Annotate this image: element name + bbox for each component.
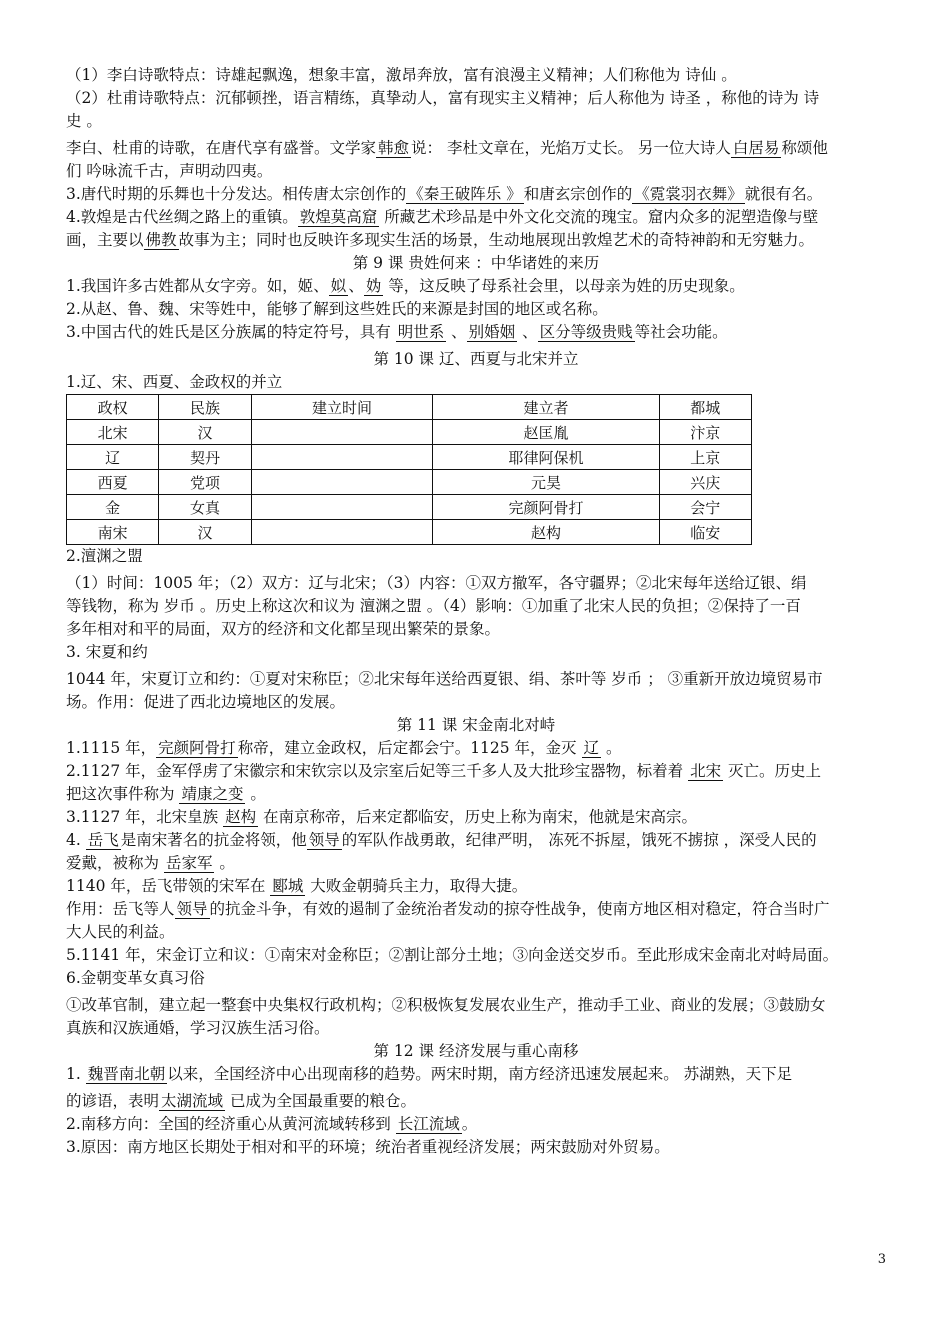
jingkang-paragraph: 2.1127 年，金军俘虏了宋徽宗和宋钦宗以及宗室后妃等三千多人及大批珍宝器物，标着着 北宋 灭亡。历史上 <box>66 762 822 780</box>
economy-paragraph-3: 3.原因：南方地区长期处于相对和平的环境；统治者重视经济发展；两宋鼓励对外贸易。 <box>66 1138 670 1156</box>
lesson11-title: 第 11 课 宋金南北对峙 <box>396 716 556 734</box>
dunhuang-paragraph: 4.敦煌是古代丝绸之路上的重镇。 敦煌莫高窟 所藏艺术珍品是中外文化交流的瑰宝。窟内众多的泥塑造像与壁 <box>66 208 819 226</box>
chanyuan-paragraph: （1）时间：1005 年；（2）双方：辽与北宋；（3）内容：①双方撤军，各守疆界；②北宋每年送给辽银、绢 <box>66 574 807 592</box>
table-header-row: 政权 民族 建立时间 建立者 都城 <box>67 395 752 420</box>
songxia-subheading: 3. 宋夏和约 <box>66 643 148 661</box>
lesson9-title: 第 9 课 贵姓何来 ：中华诸姓的来历 <box>352 254 600 272</box>
surname-paragraph-3: 3.中国古代的姓氏是区分族属的特定符号，具有 明世系 、 别婚姻 、 区分等级贵贱 等社会功能。 <box>66 323 728 341</box>
bai-juyi-answer: 白居易 <box>732 139 780 157</box>
economy-paragraph-2: 2.南移方向：全国的经济重心从黄河流域转移到 长江流域 。 <box>66 1115 478 1133</box>
music-paragraph: 3.唐代时期的乐舞也十分发达。相传唐太宗创作的 《秦王破阵乐 》 和唐玄宗创作的 《霓裳羽衣舞》 就很有名。 <box>66 185 823 203</box>
chanyuan-subheading: 2.澶渊之盟 <box>66 547 143 565</box>
regimes-subheading: 1.辽、宋、西夏、金政权的并立 <box>66 373 283 391</box>
li-bai-paragraph: （1）李白诗歌特点：诗雄起飘逸，想象丰富，激昂奔放，富有浪漫主义精神；人们称他为 诗仙 。 <box>66 66 737 84</box>
table-row: 南宋 汉 赵构 临安 <box>67 520 752 545</box>
table-row: 西夏 党项 元昊 兴庆 <box>67 470 752 495</box>
surname-paragraph-1: 1.我国许多古姓都从女字旁。如，姬、 姒 、 妫 等，这反映了母系社会里，以母亲为姓的历史现象。 <box>66 277 745 295</box>
songxia-paragraph: 1044 年，宋夏订立和约：①夏对宋称臣；②北宋每年送给西夏银、绢、茶叶等 岁币 ； ③重新开放边境贸易市 <box>66 670 823 688</box>
yue-fei-paragraph: 4. 岳飞 是南宋著名的抗金将领，他 领导 的军队作战勇敢，纪律严明， 冻死不拆屋，饿死不掳掠 ，深受人民的 <box>66 831 817 849</box>
page-number: 3 <box>877 1252 886 1267</box>
li-bai-answer: 诗仙 <box>685 66 717 84</box>
nichang-answer: 《霓裳羽衣舞》 <box>634 185 743 203</box>
praise-paragraph: 李白、杜甫的诗歌，在唐代享有盛誉。文学家 韩愈 说： 李杜文章在，光焰万丈长。 另一位大诗人 白居易 称颂他 <box>66 139 828 157</box>
buddhism-answer: 佛教 <box>145 231 177 249</box>
southern-song-paragraph: 3.1127 年，北宋皇族 赵构 在南京称帝，后来定都临安，历史上称为南宋，他就是宋高宗。 <box>66 808 698 826</box>
jin-reform-subheading: 6.金朝变革女真习俗 <box>66 969 205 987</box>
document-page: （1）李白诗歌特点：诗雄起飘逸，想象丰富，激昂奔放，富有浪漫主义精神；人们称他为 诗仙 。 （2）杜甫诗歌特点：沉郁顿挫，语言精练，真挚动人，富有现实主义精神；后人称他为 诗圣 ，称他的诗为 诗 史 。 李白、杜甫的诗歌，在唐代享有盛誉。文学家 韩愈 说： 李杜文章在，光焰万丈长。 另一位大诗人 白居易 称颂他 们 吟咏流千古，声明动四夷。 3.唐代时期的乐舞也十分发达。相传唐太宗创作的 《秦王破阵乐 》 和唐玄宗创作的 《霓裳羽衣舞》 就很有名。 4.敦煌是古代丝绸之路上的重镇。 敦煌莫高窟 所藏艺术珍品是中外文化交流的瑰宝。窟内众多的泥塑造像与壁 画，主要以 佛教 故事为主；同时也反映许多现实生活的场景，生动地展现出敦煌艺术的奇特神韵和无穷魅力。 第 9 课 贵姓何来 ：中华诸姓的来历 1.我国许多古姓都从女字旁。如，姬、 姒 、 妫 等，这反映了母系社会里，以母亲为姓的历史现象。 2.从赵、鲁、魏、宋等姓中，能够了解到这些姓氏的来源是封国的地区或名称。 3.中国古代的姓氏是区分族属的特定符号，具有 明世系 、 别婚姻 、 区分等级贵贱 等社会功能。 第 10 课 辽、西夏与北宋并立 1.辽、宋、西夏、金政权的并立 政权 民族 建立时间 建立者 都城 北宋 汉 赵匡胤 汴京 辽 契丹 耶律阿保机 上京 西夏 党项 元昊 兴庆 金 女真 完颜阿骨打 会宁 南宋 汉 赵构 临安 2.澶渊之盟 （1）时间：1005 年；（2）双方：辽与北宋；（3）内容：①双方撤军，各守疆界；②北宋每年送给辽银、绢 等钱物，称为 岁币 。历史上称这次和议为 澶渊之盟 。（4）影响：①加重了北宋人民的负担；②保持了一百 多年相对和平的局面，双方的经济和文化都呈现出繁荣的景象。 3. 宋夏和约 1044 年，宋夏订立和约：①夏对宋称臣；②北宋每年送给西夏银、绢、茶叶等 岁币 ； ③重新开放边境贸易市 场。作用：促进了西北边境地区的发展。 第 11 课 宋金南北对峙 1.1115 年， 完颜阿骨打 称帝，建立金政权，后定都会宁。1125 年，金灭 辽 。 2.1127 年，金军俘虏了宋徽宗和宋钦宗以及宗室后妃等三千多人及大批珍宝器物，标着着 北宋 灭亡。历史上 把这次事件称为 靖康之变 。 3.1127 年，北宋皇族 赵构 在南京称帝，后来定都临安，历史上称为南宋，他就是宋高宗。 4. 岳飞 是南宋著名的抗金将领，他 领导 的军队作战勇敢，纪律严明， 冻死不拆屋，饿死不掳掠 ，深受人民的 爱戴，被称为 岳家军 。 1140 年，岳飞带领的宋军在 郾城 大败金朝骑兵主力，取得大捷。 作用：岳飞等人 领导 的抗金斗争，有效的遏制了金统治者发动的掠夺性战争，使南方地区相对稳定，符合当时广 大人民的利益。 5.1141 年，宋金订立和议：①南宋对金称臣；②割让部分土地；③向金送交岁币。至此形成宋金南北对峙局面。 6.金朝变革女真习俗 ①改革官制，建立起一整套中央集权行政机构；②积极恢复发展农业生产，推动手工业、商业的发展；③鼓励女 真族和汉族通婚，学习汉族生活习俗。 第 12 课 经济发展与重心南移 1. 魏晋南北朝 以来，全国经济中心出现南移的趋势。两宋时期，南方经济迅速发展起来。 苏湖熟，天下足 的谚语，表明 太湖流域 已成为全国最重要的粮仓。 2.南移方向：全国的经济重心从黄河流域转移到 长江流域 。 3.原因：南方地区长期处于相对和平的环境；统治者重视经济发展；两宋鼓励对外贸易。 <box>66 64 886 1159</box>
table-row: 金 女真 完颜阿骨打 会宁 <box>67 495 752 520</box>
table-row: 辽 契丹 耶律阿保机 上京 <box>67 445 752 470</box>
han-yu-answer: 韩愈 <box>378 139 410 157</box>
qinwang-answer: 《秦王破阵乐 》 <box>408 185 522 203</box>
surname-paragraph-2: 2.从赵、鲁、魏、宋等姓中，能够了解到这些姓氏的来源是封国的地区或名称。 <box>66 300 608 318</box>
lesson12-title: 第 12 课 经济发展与重心南移 <box>373 1042 579 1060</box>
economy-paragraph-1: 1. 魏晋南北朝 以来，全国经济中心出现南移的趋势。两宋时期，南方经济迅速发展起来。 苏湖熟，天下足 <box>66 1065 793 1083</box>
du-fu-paragraph: （2）杜甫诗歌特点：沉郁顿挫，语言精练，真挚动人，富有现实主义精神；后人称他为 诗圣 ，称他的诗为 诗 <box>66 89 820 107</box>
lesson10-title: 第 10 课 辽、西夏与北宋并立 <box>373 350 579 368</box>
song-jin-treaty-paragraph: 5.1141 年，宋金订立和议：①南宋对金称臣；②割让部分土地；③向金送交岁币。至此形成宋金南北对峙局面。 <box>66 946 839 964</box>
jin-reform-paragraph: ①改革官制，建立起一整套中央集权行政机构；②积极恢复发展农业生产，推动手工业、商业的发展；③鼓励女 <box>66 996 826 1014</box>
regimes-table <box>66 394 752 545</box>
mogao-answer: 敦煌莫高窟 <box>299 208 378 226</box>
jin-founding-paragraph: 1.1115 年， 完颜阿骨打 称帝，建立金政权，后定都会宁。1125 年，金灭 辽 。 <box>66 739 622 757</box>
table-row: 北宋 汉 赵匡胤 汴京 <box>67 420 752 445</box>
